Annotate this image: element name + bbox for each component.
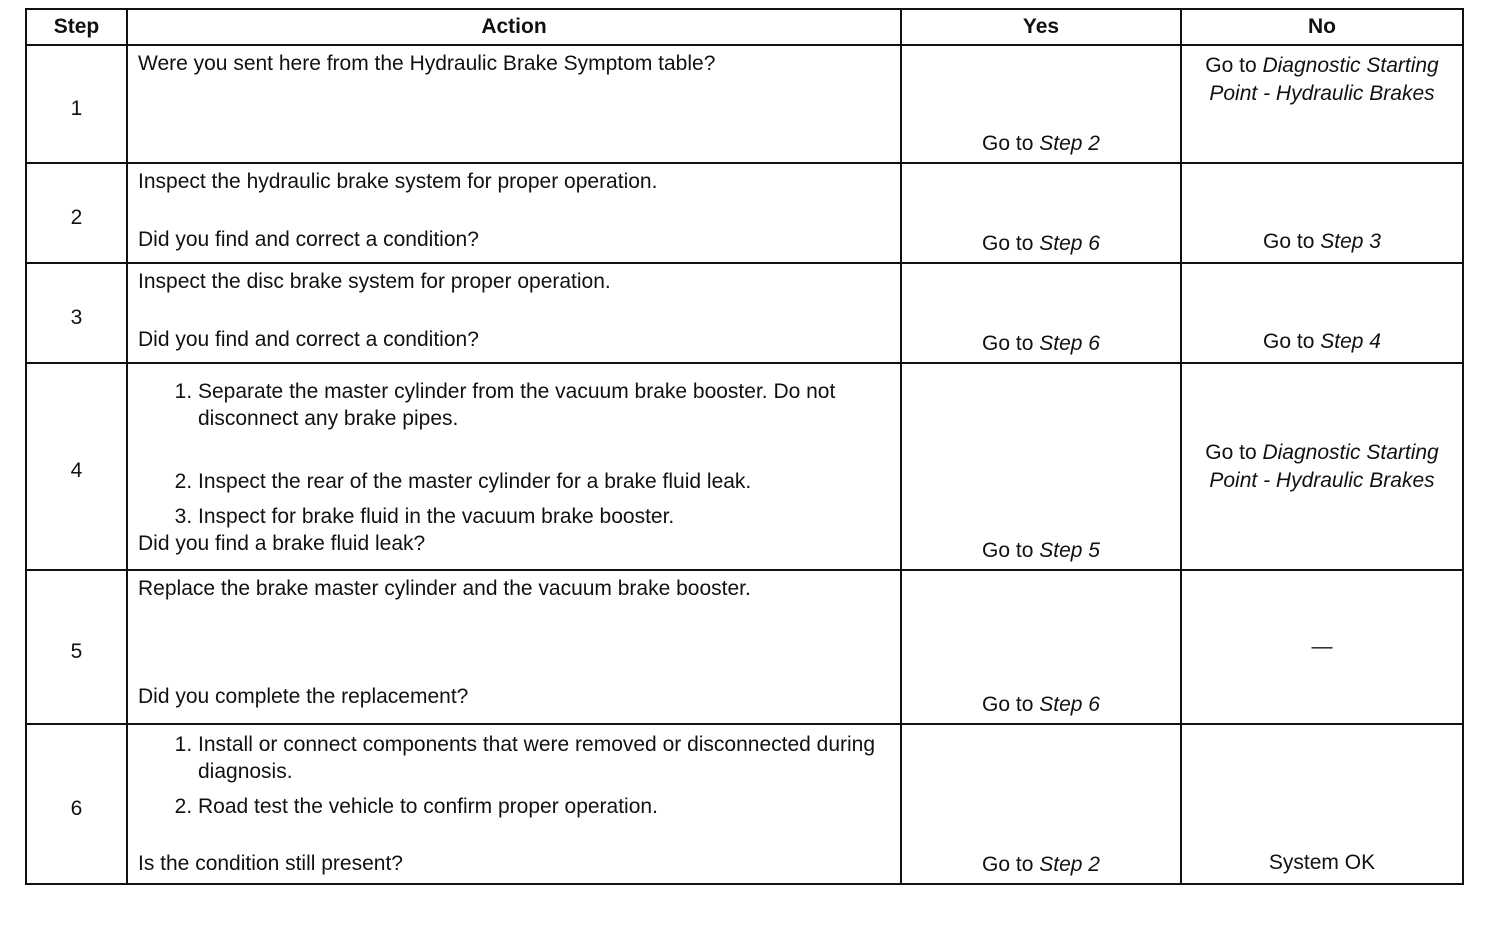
action-question: Did you find and correct a condition? — [138, 228, 479, 251]
header-no: No — [1181, 9, 1463, 45]
action-question: Did you find and correct a condition? — [138, 328, 479, 351]
step-number: 2 — [26, 163, 127, 263]
yes-cell — [901, 724, 1181, 884]
no-dash: — — [1311, 635, 1333, 658]
action-text: Replace the brake master cylinder and the vacuum brake booster. — [138, 577, 751, 600]
table-row — [26, 45, 1463, 163]
no-cell — [1181, 263, 1463, 363]
yes-link[interactable]: Step 5 — [1039, 539, 1100, 562]
no-prefix: Go to — [1205, 440, 1263, 464]
list-item: 3. Inspect for brake fluid in the vacuum brake booster. — [198, 503, 890, 530]
list-item: 1. Install or connect components that were removed or disconnected during diagnosis. — [198, 731, 890, 785]
yes-link[interactable]: Step 2 — [1039, 132, 1100, 155]
action-question: Is the condition still present? — [138, 852, 403, 875]
table-row — [26, 263, 1463, 363]
yes-link[interactable]: Step 6 — [1039, 232, 1100, 255]
header-row — [26, 9, 1463, 45]
yes-prefix: Go to — [982, 539, 1040, 562]
table-row — [26, 163, 1463, 263]
yes-prefix: Go to — [982, 232, 1040, 255]
header-action: Action — [127, 9, 901, 45]
list-item: 2. Road test the vehicle to confirm proper operation. — [198, 793, 890, 820]
action-cell — [127, 163, 901, 263]
step-number: 5 — [26, 570, 127, 724]
list-item: 2. Inspect the rear of the master cylinder for a brake fluid leak. — [198, 468, 890, 495]
table-row — [26, 363, 1463, 570]
step-number: 4 — [26, 363, 127, 570]
yes-prefix: Go to — [982, 853, 1040, 876]
no-prefix: Go to — [1263, 230, 1321, 253]
yes-cell — [901, 570, 1181, 724]
list-item: 1. Separate the master cylinder from the vacuum brake booster. Do not disconnect any brake pipes. — [198, 378, 890, 432]
action-cell — [127, 263, 901, 363]
no-link[interactable]: Step 4 — [1320, 330, 1381, 353]
no-prefix: Go to — [1205, 54, 1263, 77]
yes-prefix: Go to — [982, 693, 1040, 716]
no-cell — [1181, 724, 1463, 884]
action-text: Inspect the hydraulic brake system for proper operation. — [138, 170, 658, 193]
header-yes: Yes — [901, 9, 1181, 45]
yes-link[interactable]: Step 6 — [1039, 332, 1100, 355]
yes-prefix: Go to — [982, 332, 1040, 355]
table-row — [26, 570, 1463, 724]
no-link[interactable]: Step 3 — [1320, 230, 1381, 253]
table-row — [26, 724, 1463, 884]
no-result: System OK — [1268, 851, 1376, 874]
yes-cell — [901, 45, 1181, 163]
yes-prefix: Go to — [982, 132, 1040, 155]
action-text: Inspect the disc brake system for proper operation. — [138, 270, 611, 293]
yes-cell — [901, 263, 1181, 363]
no-link[interactable]: Diagnostic Starting Point - Hydraulic Brakes — [1209, 440, 1439, 492]
no-cell — [1181, 570, 1463, 724]
yes-cell — [901, 163, 1181, 263]
no-cell — [1181, 163, 1463, 263]
yes-cell — [901, 363, 1181, 570]
action-steps-list — [138, 378, 890, 530]
action-steps-list — [138, 731, 890, 820]
header-step: Step — [26, 9, 127, 45]
no-cell — [1181, 363, 1463, 570]
no-prefix: Go to — [1263, 330, 1321, 353]
action-cell — [127, 570, 901, 724]
action-cell — [127, 363, 901, 570]
no-cell — [1181, 45, 1463, 163]
yes-link[interactable]: Step 6 — [1039, 693, 1100, 716]
step-number: 6 — [26, 724, 127, 884]
yes-link[interactable]: Step 2 — [1039, 853, 1100, 876]
no-link[interactable]: Diagnostic Starting Point - Hydraulic Brakes — [1209, 54, 1439, 105]
diagnostic-table — [25, 8, 1464, 885]
action-cell — [127, 45, 901, 163]
action-question: Did you complete the replacement? — [138, 685, 469, 708]
step-number: 3 — [26, 263, 127, 363]
action-text: Were you sent here from the Hydraulic Brake Symptom table? — [138, 52, 716, 75]
action-cell — [127, 724, 901, 884]
step-number: 1 — [26, 45, 127, 163]
action-question: Did you find a brake fluid leak? — [138, 532, 426, 555]
